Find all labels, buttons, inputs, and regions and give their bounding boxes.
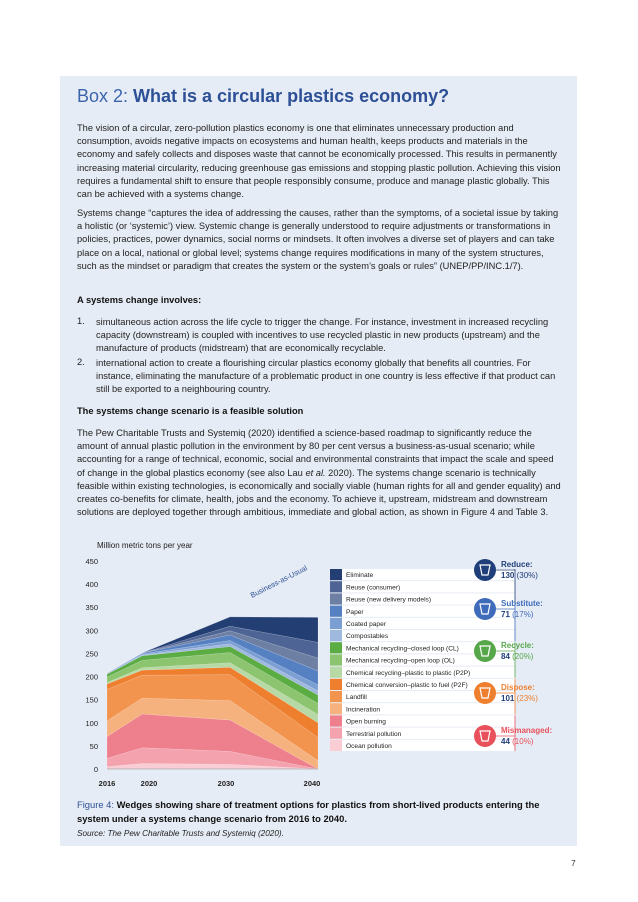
legend-swatch [330, 679, 342, 690]
dispose-icon [474, 682, 496, 704]
category-label: Substitute: [501, 599, 543, 608]
legend-label: Eliminate [346, 572, 374, 580]
legend-swatch [330, 618, 342, 629]
legend-label: Reuse (new delivery models) [346, 596, 432, 604]
heading-systems-change-involves: A systems change involves: [77, 295, 202, 305]
y-tick-label: 100 [85, 718, 98, 728]
page-number: 7 [571, 858, 576, 868]
legend-swatch [330, 606, 342, 617]
x-tick-label: 2030 [217, 779, 235, 788]
legend-swatch [330, 667, 342, 678]
mismanaged-icon [474, 725, 496, 747]
category-label: Dispose: [501, 683, 535, 692]
substitute-icon [474, 598, 496, 620]
legend-label: Paper [346, 608, 364, 616]
category-label: Mismanaged: [501, 726, 553, 735]
legend-swatch [330, 593, 342, 604]
figure-source: Source: The Pew Charitable Trusts and Systemiq (2020). [77, 829, 284, 838]
legend-label: Mechanical recycling–open loop (OL) [346, 657, 455, 665]
list-number: 1. [77, 316, 85, 326]
y-tick-label: 450 [85, 557, 98, 566]
bau-label: Business-as-Usual [248, 563, 309, 600]
legend-label: Compostables [346, 633, 389, 641]
category-label: Recycle: [501, 641, 534, 650]
legend-label: Ocean pollution [346, 743, 392, 750]
y-tick-label: 0 [93, 765, 98, 774]
legend-swatch [330, 740, 342, 751]
legend-swatch [330, 691, 342, 702]
y-tick-label: 200 [85, 672, 98, 682]
category-label: Reduce: [501, 560, 533, 569]
category-value: 71 (17%) [501, 610, 534, 619]
x-tick-label: 2020 [140, 779, 158, 788]
chart-y-axis-label: Million metric tons per year [97, 541, 193, 550]
legend-label: Chemical conversion–plastic to fuel (P2F) [346, 682, 468, 689]
legend-swatch [330, 715, 342, 726]
y-tick-label: 150 [85, 695, 98, 705]
list-number: 2. [77, 357, 85, 367]
category-value: 44 (10%) [501, 737, 534, 746]
list-item: simultaneous action across the life cycle to trigger the change. For instance, investment in increased recycling capacity (downstream) is coupled with incentives to use recycled plastic in new products (upstream) and the manufacture of products (midstream) that are economically recyclable. [96, 317, 549, 354]
legend-label: Chemical recycling–plastic to plastic (P2P) [346, 669, 471, 677]
legend-swatch [330, 703, 342, 714]
list-item: international action to create a flourishing circular plastics economy globally that benefits all countries. For instance, eliminating the manufacture of a problematic product in one country is less effective if that product can still be exported to a neighbouring country. [96, 358, 556, 395]
y-tick-label: 250 [85, 649, 98, 659]
category-value: 130 (30%) [501, 571, 538, 580]
paragraph-roadmap: The Pew Charitable Trusts and Systemiq (2020) identified a science-based roadmap to significantly reduce the amount of annual plastic pollution in the environment by 80 per cent versus a business-as-usual scenario; while accounting for a range of technical, economic, social and environmental constraints that impact the scale and speed of change in the global plastics economy (see also Lau et al. 2020). The systems change scenario is technically feasible within existing technologies, is economically and socially viable (human rights for all and gender equality) and creates co-benefits for climate, health, jobs and the economy. To achieve it, upstream, midstream and downstream solutions are deployed together through ambitious, immediate and global action, as shown in Figure 4 and Table 3. [77, 428, 561, 518]
paragraph-systems-change: Systems change “captures the idea of addressing the causes, rather than the symptoms, of a societal issue by taking a holistic (or ‘systemic’) view. Systemic change is generally understood to require adjustments or transformations in policies, practices, power dynamics, social norms or mindsets. It often involves a diverse set of players and can take place on a local, national or global level; systems change requires modifications in many of the system structures, such as the mindset or paradigm that creates the system or the system’s goals or rules” (UNEP/PP/INC.1/7). [77, 208, 559, 271]
x-tick-label: 2040 [303, 779, 321, 788]
category-value: 101 (23%) [501, 694, 538, 703]
reduce-icon [474, 559, 496, 581]
legend-swatch [330, 569, 342, 580]
legend-label: Coated paper [346, 621, 386, 628]
legend-label: Open burning [346, 718, 386, 726]
recycle-icon [474, 640, 496, 662]
legend-label: Mechanical recycling–closed loop (CL) [346, 645, 459, 653]
figure-caption: Figure 4: Wedges showing share of treatment options for plastics from short-lived products entering the system under a systems change scenario from 2016 to 2040. [77, 799, 540, 824]
category-value: 84 (20%) [501, 652, 534, 661]
legend-swatch [330, 654, 342, 665]
x-tick-label: 2016 [98, 779, 116, 788]
y-tick-label: 50 [89, 741, 98, 751]
heading-feasible-solution: The systems change scenario is a feasible solution [77, 406, 304, 416]
legend-label: Terrestrial pollution [346, 730, 402, 738]
legend-swatch [330, 728, 342, 739]
legend-swatch [330, 630, 342, 641]
y-tick-label: 350 [85, 603, 98, 613]
legend-label: Incineration [346, 706, 381, 714]
legend-label: Reuse (consumer) [346, 584, 401, 592]
paragraph-vision: The vision of a circular, zero-pollution plastics economy is one that eliminates unnecessary production and consumption, avoids negative impacts on ecosystems and human health, keeps products and materials in the economy and safely collects and disposes waste that cannot be economically processed. This results in permanently increasing material circularity, reducing greenhouse gas emissions and stopping plastic pollution. Achieving this vision requires a fundamental shift to ensure that people responsibly consume, produce and manage plastic globally. This can be achieved with a systems change. [77, 123, 561, 200]
y-tick-label: 300 [85, 626, 98, 636]
legend-label: Landfill [346, 694, 367, 702]
y-tick-label: 400 [85, 580, 98, 590]
box-title: Box 2: What is a circular plastics economy? [77, 86, 450, 106]
legend-swatch [330, 642, 342, 653]
legend-swatch [330, 581, 342, 592]
